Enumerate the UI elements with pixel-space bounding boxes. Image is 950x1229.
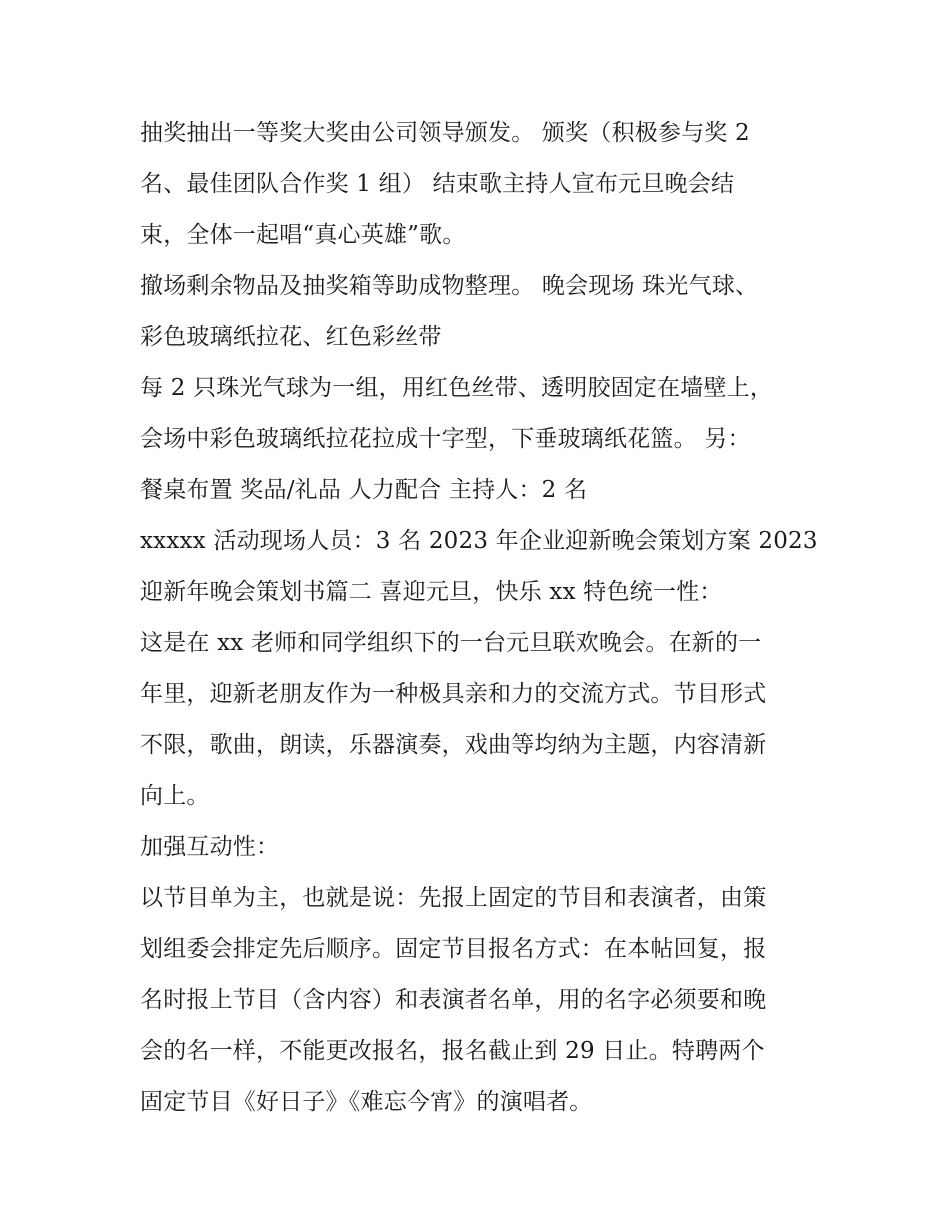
text-line: 这是在 xx 老师和同学组织下的一台元旦联欢晚会。在新的一 xyxy=(140,630,762,656)
text-line: 固定节目《好日子》《难忘今宵》的演唱者。 xyxy=(140,1089,593,1115)
document-body xyxy=(140,108,820,1128)
text-line: 撤场剩余物品及抽奖箱等助成物整理。 晚会现场 珠光气球、 xyxy=(140,273,759,299)
text-line: 名时报上节目（含内容）和表演者名单，用的名字必须要和晚 xyxy=(140,987,767,1013)
text-line: 餐桌布置 奖品/礼品 人力配合 主持人：2 名 xyxy=(140,477,588,503)
text-line: xxxxx 活动现场人员：3 名 2023 年企业迎新晚会策划方案 2023 xyxy=(140,528,818,554)
text-line: 不限，歌曲，朗读，乐器演奏，戏曲等均纳为主题，内容清新 xyxy=(140,732,767,758)
text-line: 迎新年晚会策划书篇二 喜迎元旦，快乐 xx 特色统一性： xyxy=(140,579,723,605)
text-line: 加强互动性： xyxy=(140,834,280,860)
text-line: 会场中彩色玻璃纸拉花拉成十字型，下垂玻璃纸花篮。 另： xyxy=(140,426,751,452)
text-line: 束，全体一起唱“真心英雄”歌。 xyxy=(140,222,466,248)
text-line: 以节目单为主，也就是说：先报上固定的节目和表演者，由策 xyxy=(140,885,767,911)
text-line: 每 2 只珠光气球为一组，用红色丝带、透明胶固定在墙壁上， xyxy=(140,375,774,401)
text-line: 名、最佳团队合作奖 1 组） 结束歌主持人宣布元旦晚会结 xyxy=(140,171,735,197)
text-line: 向上。 xyxy=(140,783,210,809)
text-line: 抽奖抽出一等奖大奖由公司领导颁发。 颁奖（积极参与奖 2 xyxy=(140,120,750,146)
text-line: 年里，迎新老朋友作为一种极具亲和力的交流方式。节目形式 xyxy=(140,681,767,707)
text-line: 会的名一样，不能更改报名，报名截止到 29 日止。特聘两个 xyxy=(140,1038,765,1064)
text-line: 划组委会排定先后顺序。固定节目报名方式：在本帖回复，报 xyxy=(140,936,767,962)
text-line: 彩色玻璃纸拉花、红色彩丝带 xyxy=(140,324,442,350)
